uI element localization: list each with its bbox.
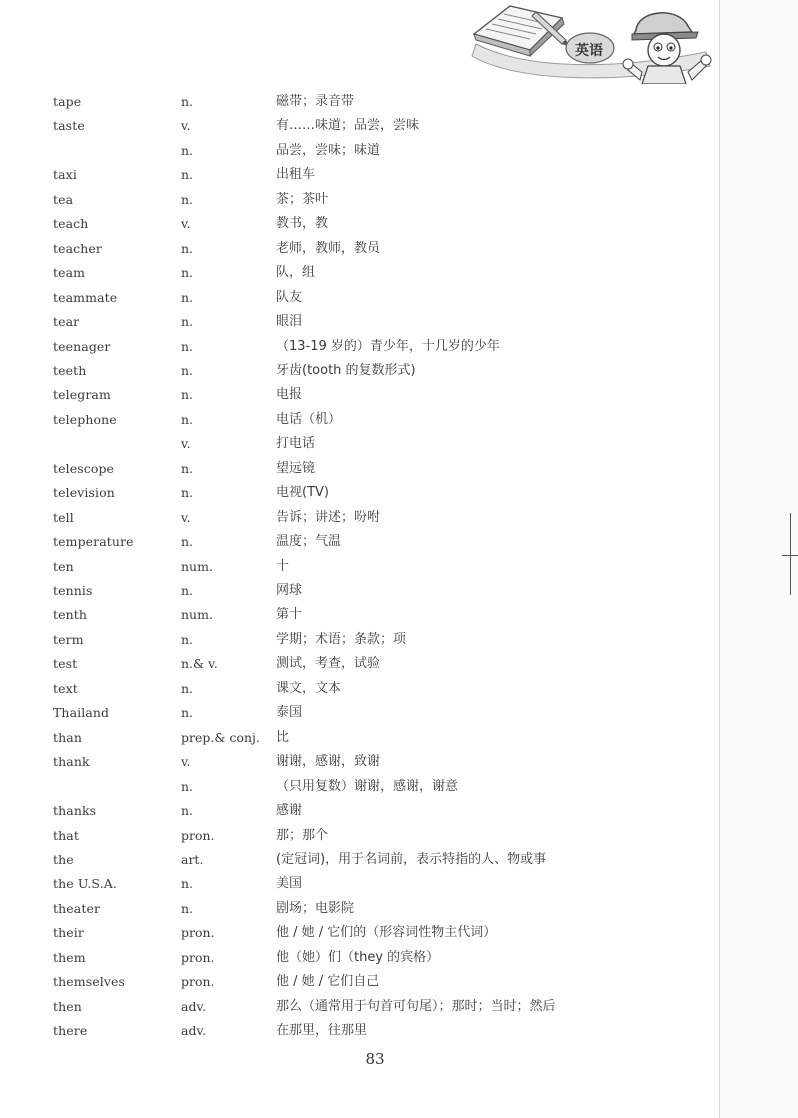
entry-part-of-speech: n.& v. — [181, 656, 218, 672]
entry-part-of-speech: n. — [181, 240, 194, 256]
entry-word: Thailand — [53, 705, 110, 721]
vocab-entry — [0, 628, 719, 652]
entry-part-of-speech: n. — [181, 94, 194, 109]
vocab-entry — [0, 188, 719, 212]
entry-word: tell — [53, 509, 74, 525]
entry-definition: 电视(TV) — [276, 485, 329, 501]
entry-definition: 牙齿(tooth 的复数形式) — [276, 362, 416, 378]
entry-word: ten — [53, 558, 74, 574]
vocab-entry — [0, 359, 719, 383]
entry-definition: 温度；气温 — [276, 534, 342, 550]
entry-part-of-speech: n. — [181, 191, 194, 207]
entry-definition: 电话（机） — [276, 411, 342, 427]
entry-definition: 那么（通常用于句首可句尾）；那时；当时；然后 — [276, 998, 556, 1014]
entry-word: teach — [53, 216, 89, 232]
subject-badge: 英语 — [575, 43, 603, 59]
entry-word: than — [53, 729, 82, 745]
entry-part-of-speech: n. — [181, 534, 194, 550]
entry-part-of-speech: n. — [181, 387, 194, 403]
vocab-entry — [0, 750, 719, 774]
entry-part-of-speech: n. — [181, 876, 194, 892]
entry-part-of-speech: n. — [181, 338, 194, 354]
entry-definition: 泰国 — [276, 705, 303, 721]
entry-word: thank — [53, 754, 90, 770]
entry-part-of-speech: v. — [181, 118, 191, 134]
entry-definition: 那；那个 — [276, 827, 329, 843]
vocab-entry — [0, 530, 719, 554]
entry-part-of-speech: adv. — [181, 1023, 207, 1039]
vocab-entry — [0, 261, 719, 285]
entry-word: teenager — [53, 338, 111, 354]
entry-word: telegram — [53, 387, 111, 403]
vocab-entry — [0, 457, 719, 481]
entry-word: tennis — [53, 583, 93, 598]
entry-part-of-speech: n. — [181, 460, 194, 476]
entry-part-of-speech: n. — [181, 314, 194, 330]
entry-definition: 第十 — [276, 607, 303, 623]
page-margin — [719, 0, 798, 1118]
entry-word: tea — [53, 191, 74, 207]
entry-part-of-speech: n. — [181, 900, 194, 916]
crop-mark-horizontal — [782, 555, 798, 556]
vocab-entry — [0, 872, 719, 896]
entry-definition: 告诉；讲述；吩咐 — [276, 509, 381, 525]
entry-definition: 品尝，尝味；味道 — [276, 142, 381, 158]
entry-definition: 感谢 — [276, 803, 303, 819]
entry-part-of-speech: n. — [181, 289, 194, 305]
entry-definition: 在那里，往那里 — [276, 1023, 368, 1039]
entry-word: taxi — [53, 167, 77, 183]
entry-part-of-speech: n. — [181, 265, 194, 281]
entry-definition: 谢谢，感谢，致谢 — [276, 754, 381, 770]
entry-definition: 他 / 她 / 它们的（形容词性物主代词） — [276, 925, 497, 941]
vocab-entry — [0, 212, 719, 236]
entry-part-of-speech: n. — [181, 583, 194, 598]
entry-definition: 他 / 她 / 它们自己 — [276, 974, 380, 990]
entry-definition: 茶；茶叶 — [276, 191, 329, 207]
entry-part-of-speech: n. — [181, 778, 194, 794]
entry-part-of-speech: prep.& conj. — [181, 729, 260, 745]
entry-word: term — [53, 631, 84, 647]
vocab-entry — [0, 677, 719, 701]
entry-word: telephone — [53, 411, 117, 427]
entry-part-of-speech: num. — [181, 558, 213, 574]
entry-part-of-speech: num. — [181, 607, 213, 623]
entry-word: television — [53, 485, 115, 501]
entry-part-of-speech: pron. — [181, 949, 215, 965]
entry-word: test — [53, 656, 78, 672]
entry-definition: 眼泪 — [276, 314, 303, 330]
vocab-entry — [0, 114, 719, 138]
crop-mark-vertical — [790, 513, 791, 595]
entry-word: the — [53, 851, 74, 867]
vocab-entry — [0, 237, 719, 261]
entry-word: the U.S.A. — [53, 876, 117, 892]
entry-part-of-speech: n. — [181, 142, 194, 158]
entry-word: telescope — [53, 460, 115, 476]
entry-definition: 他（她）们（they 的宾格） — [276, 949, 440, 965]
vocab-entry — [0, 848, 719, 872]
vocab-entry — [0, 555, 719, 579]
vocab-entry — [0, 652, 719, 676]
entry-definition: 网球 — [276, 583, 303, 598]
entry-part-of-speech: pron. — [181, 827, 215, 843]
vocab-entry — [0, 701, 719, 725]
entry-word: their — [53, 925, 84, 941]
entry-word: thanks — [53, 803, 97, 819]
vocab-entry — [0, 946, 719, 970]
vocab-entry — [0, 824, 719, 848]
entry-definition: 课文，文本 — [276, 680, 342, 696]
entry-part-of-speech: n. — [181, 803, 194, 819]
entry-definition: 教书，教 — [276, 216, 329, 232]
vocab-entry — [0, 726, 719, 750]
vocab-entry — [0, 139, 719, 163]
vocab-entry — [0, 603, 719, 627]
student-cartoon-icon — [623, 13, 711, 84]
entry-definition: 队，组 — [276, 265, 316, 281]
entry-part-of-speech: n. — [181, 411, 194, 427]
entry-definition: (定冠词)，用于名词前，表示特指的人、物或事 — [276, 851, 547, 867]
entry-part-of-speech: n. — [181, 485, 194, 501]
vocab-entry — [0, 408, 719, 432]
entry-part-of-speech: pron. — [181, 974, 215, 990]
vocab-entry — [0, 90, 719, 114]
vocab-entry — [0, 1019, 719, 1043]
entry-word: tear — [53, 314, 80, 330]
entry-part-of-speech: n. — [181, 705, 194, 721]
entry-part-of-speech: v. — [181, 216, 191, 232]
entry-definition: 磁带；录音带 — [276, 94, 355, 109]
entry-definition: 美国 — [276, 876, 303, 892]
entry-part-of-speech: v. — [181, 509, 191, 525]
vocab-entry — [0, 383, 719, 407]
vocab-entry — [0, 335, 719, 359]
entry-definition: 队友 — [276, 289, 303, 305]
entry-word: theater — [53, 900, 101, 916]
entry-part-of-speech: n. — [181, 680, 194, 696]
entry-definition: 电报 — [276, 387, 303, 403]
vocab-entry — [0, 163, 719, 187]
entry-word: there — [53, 1023, 88, 1039]
entry-part-of-speech: n. — [181, 362, 194, 378]
entry-definition: （只用复数）谢谢，感谢，谢意 — [276, 778, 459, 794]
entry-definition: 十 — [276, 558, 290, 574]
entry-word: then — [53, 998, 82, 1014]
entry-definition: 比 — [276, 729, 290, 745]
vocab-entry — [0, 799, 719, 823]
entry-part-of-speech: pron. — [181, 925, 215, 941]
entry-word: text — [53, 680, 78, 696]
entry-part-of-speech: v. — [181, 754, 191, 770]
entry-part-of-speech: n. — [181, 631, 194, 647]
vocab-entry — [0, 432, 719, 456]
entry-definition: 测试，考查，试验 — [276, 656, 381, 672]
entry-definition: 打电话 — [276, 436, 316, 452]
entry-part-of-speech: art. — [181, 851, 204, 867]
entry-definition: 望远镜 — [276, 460, 316, 476]
entry-definition: 剧场；电影院 — [276, 900, 355, 916]
entry-word: tape — [53, 94, 82, 109]
entry-word: themselves — [53, 974, 126, 990]
vocab-entry — [0, 310, 719, 334]
entry-word: them — [53, 949, 86, 965]
entry-word: that — [53, 827, 79, 843]
entry-word: temperature — [53, 534, 134, 550]
entry-part-of-speech: adv. — [181, 998, 207, 1014]
vocab-entry — [0, 579, 719, 603]
entry-word: teeth — [53, 362, 87, 378]
book-icon — [474, 6, 570, 56]
entry-definition: 老师，教师，教员 — [276, 240, 381, 256]
entry-word: teacher — [53, 240, 102, 256]
vocab-entry — [0, 481, 719, 505]
entry-word: taste — [53, 118, 85, 134]
entry-definition: 出租车 — [276, 167, 316, 183]
vocab-entry — [0, 286, 719, 310]
vocab-entry — [0, 970, 719, 994]
vocab-entry — [0, 897, 719, 921]
entry-definition: （13-19 岁的）青少年，十几岁的少年 — [276, 338, 500, 354]
vocab-entry — [0, 921, 719, 945]
vocab-entry — [0, 775, 719, 799]
page-number: 83 — [365, 1050, 385, 1068]
entry-word: teammate — [53, 289, 118, 305]
vocab-entry — [0, 995, 719, 1019]
vocab-entry — [0, 506, 719, 530]
entry-word: team — [53, 265, 86, 281]
entry-part-of-speech: n. — [181, 167, 194, 183]
entry-word: tenth — [53, 607, 88, 623]
entry-part-of-speech: v. — [181, 436, 191, 452]
entry-definition: 有……味道；品尝，尝味 — [276, 118, 420, 134]
entry-definition: 学期；术语；条款；项 — [276, 631, 407, 647]
